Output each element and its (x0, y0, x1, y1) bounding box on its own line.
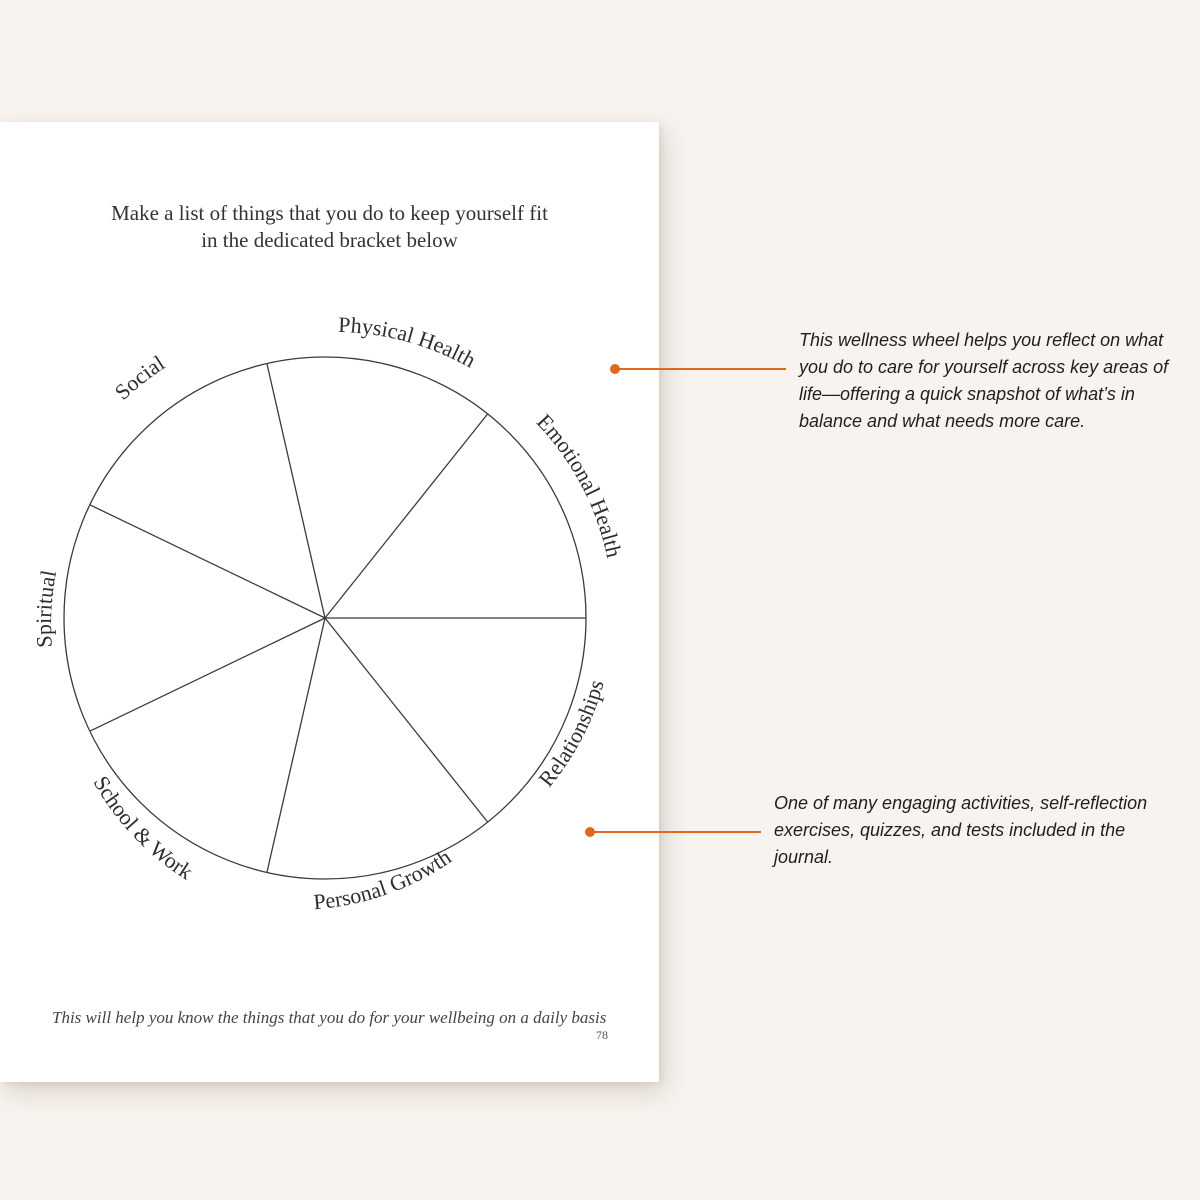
segment-label-relationships (533, 677, 608, 791)
callout-wellness-wheel: This wellness wheel helps you reflect on what you do to care for yourself across key areas of life—offering a quick snapshot of what’s in balance and what needs more care. (799, 330, 1169, 431)
wheel-divider-4 (325, 618, 488, 822)
callout-activities: One of many engaging activities, self-reflection exercises, quizzes, and tests included in the journal. (774, 793, 1148, 867)
callout-leader-1 (616, 368, 786, 370)
wheel-divider-2 (325, 414, 488, 618)
segment-label-spiritual (31, 568, 61, 648)
segment-label-spiritual-path: Spiritual (31, 568, 62, 649)
segment-label-school-work (89, 772, 198, 885)
wheel-divider-6 (90, 618, 325, 731)
segment-label-personal-growth-path: Personal Growth (312, 844, 456, 915)
segment-label-emotional-health-path: Emotional Health (531, 408, 627, 560)
page-number: 78 (596, 1028, 608, 1042)
segment-label-relationships-path: Relationships (533, 677, 609, 792)
segment-label-school-work-path: School & Work (88, 771, 198, 885)
segment-label-social (110, 350, 169, 404)
wheel-divider-1 (267, 364, 325, 619)
wheel-divider-7 (90, 505, 325, 618)
segment-label-physical-health (338, 312, 480, 373)
page-title-line-1: Make a list of things that you do to keep yourself fit (111, 201, 548, 225)
footer-note: This will help you know the things that you do for your wellbeing on a daily basis (52, 1008, 607, 1027)
journal-page (0, 122, 659, 1082)
segment-label-physical-health-path: Physical Health (337, 311, 481, 373)
wheel-lines (64, 357, 586, 879)
segment-label-social-path: Social (109, 350, 170, 405)
segment-label-emotional-health (532, 409, 627, 560)
page-title-line-2: in the dedicated bracket below (201, 228, 458, 252)
wheel-divider-5 (267, 618, 325, 873)
callout-leader-2 (591, 831, 761, 833)
wellness-wheel (0, 122, 659, 1082)
